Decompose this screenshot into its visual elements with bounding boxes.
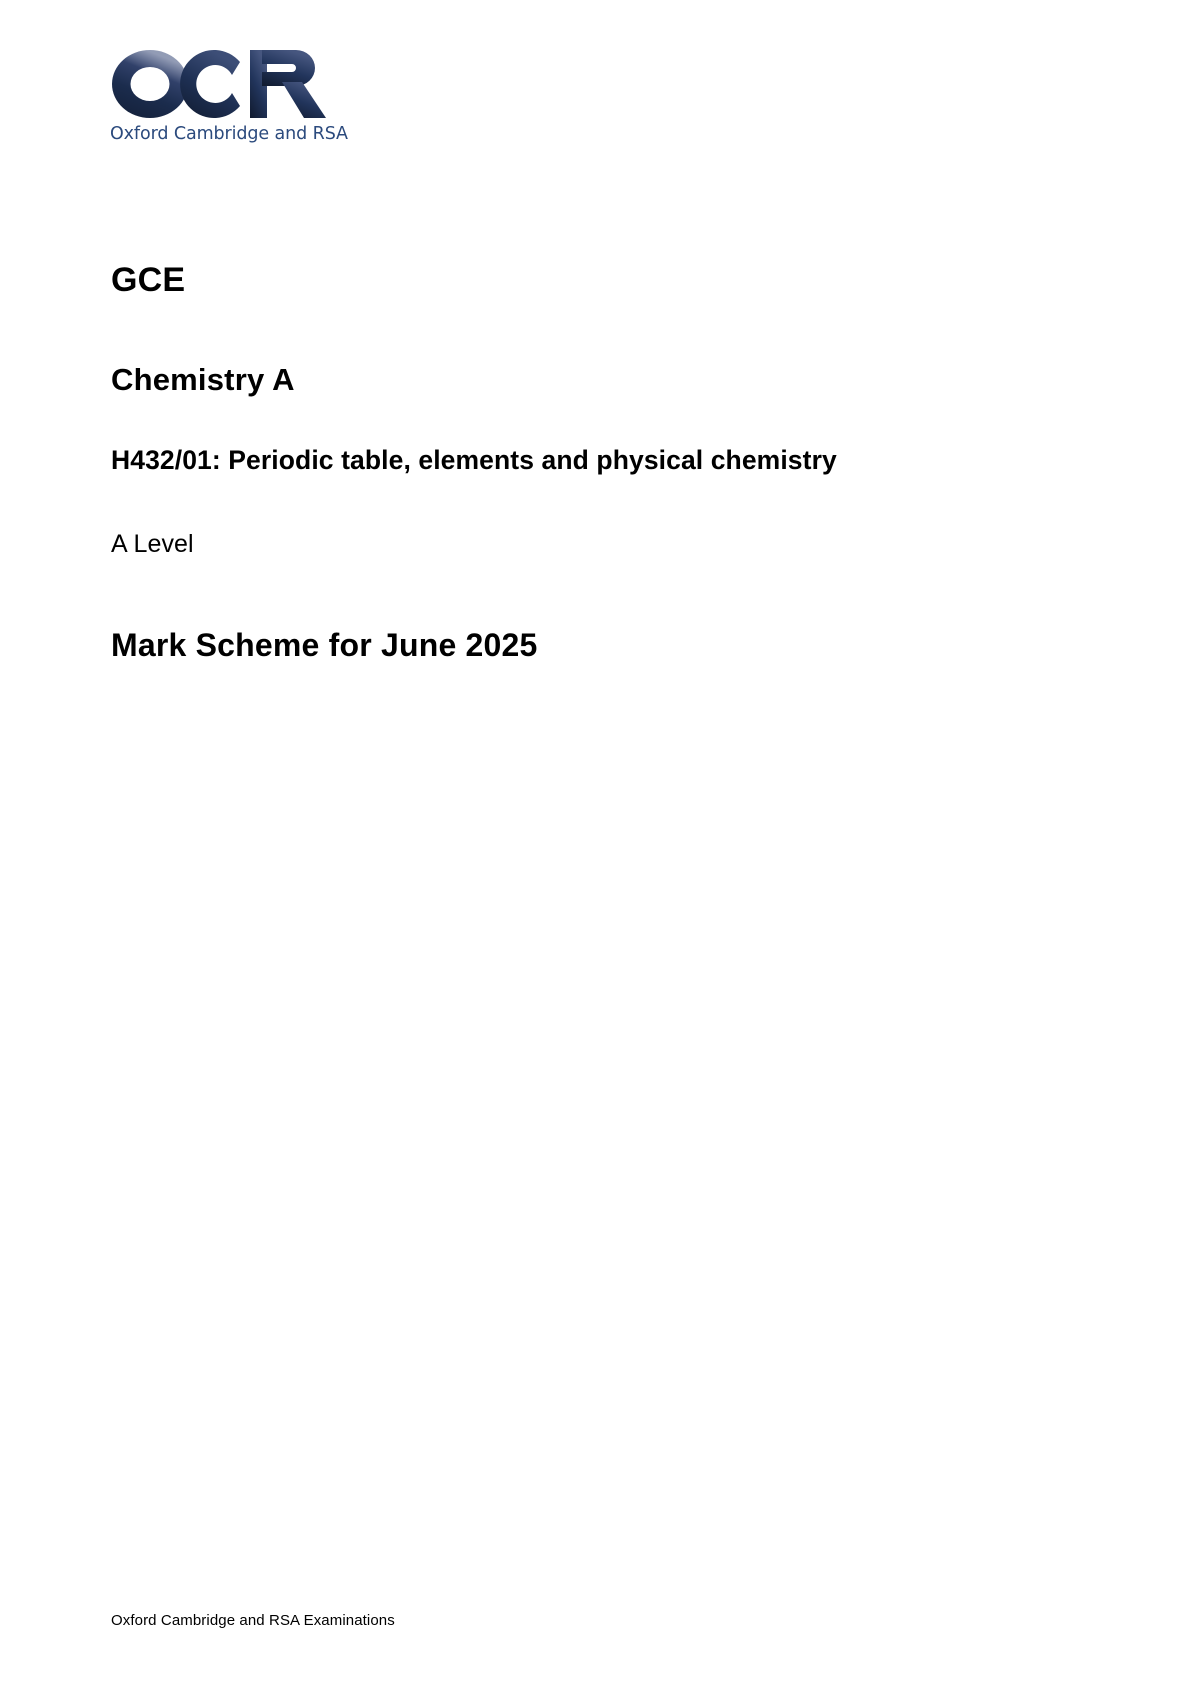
ocr-logo bbox=[110, 48, 348, 144]
mark-scheme-heading: Mark Scheme for June 2025 bbox=[111, 626, 538, 663]
qualification-heading: GCE bbox=[111, 261, 186, 299]
page-footer: Oxford Cambridge and RSA Examinations bbox=[111, 1612, 395, 1629]
unit-code-heading: H432/01: Periodic table, elements and physical chemistry bbox=[111, 445, 837, 476]
ocr-logo-tagline: Oxford Cambridge and RSA bbox=[110, 124, 348, 144]
level-label: A Level bbox=[111, 529, 194, 558]
ocr-logo-icon bbox=[110, 48, 328, 120]
subject-heading: Chemistry A bbox=[111, 362, 295, 398]
cover-title-block bbox=[111, 262, 1071, 664]
